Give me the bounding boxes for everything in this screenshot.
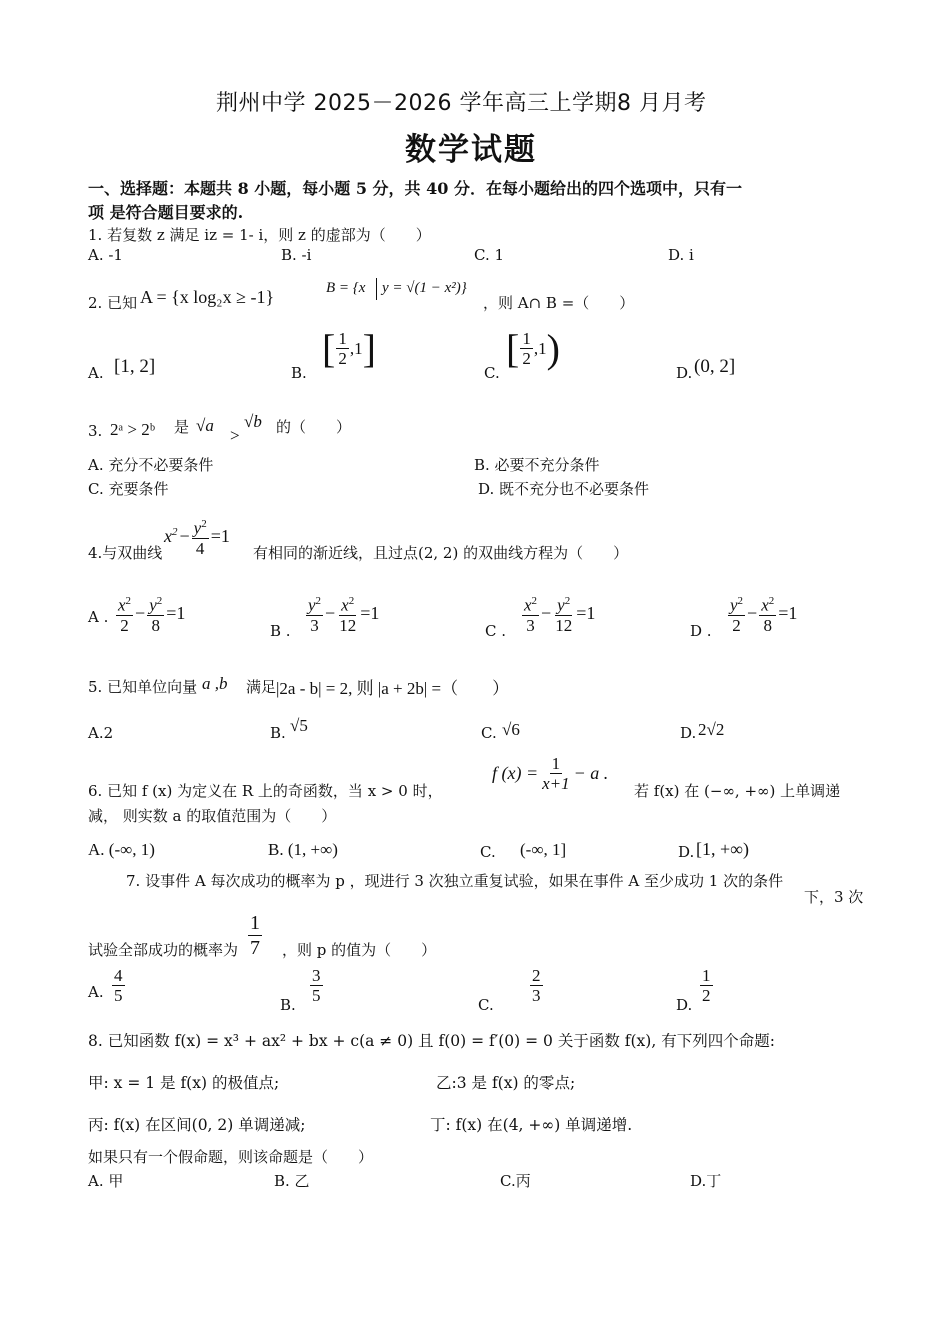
right-paren-icon: ): [546, 325, 560, 371]
q2-option-b-value: [ $\frac{1}{2}$ ,1 ]: [322, 325, 376, 371]
q8-question: 如果只有一个假命题，则该命题是（ ）: [88, 1148, 374, 1166]
q8-proposition-yi: 乙:3 是 f(x) 的零点;: [436, 1074, 576, 1092]
q2-set-b-right: y = √(1 − x²)}: [382, 280, 467, 296]
q3-option-b: B. 必要不充分条件: [474, 456, 600, 474]
q3-suffix: 的（ ）: [276, 418, 352, 436]
section-heading-line1: 一、选择题：本题共 8 小题，每小题 5 分，共 40 分．在每小题给出的四个选项中，只有一: [88, 179, 742, 198]
q8-option-c: C.丙: [500, 1172, 531, 1190]
q5-option-b-label: B.: [270, 724, 286, 742]
q7-stem-a: 7. 设事件 A 每次成功的概率为 p ，现进行 3 次独立重复试验，如果在事件 A 至少成功 1 次的条件: [126, 872, 784, 890]
q6-option-c-label: C.: [480, 843, 496, 861]
q2-option-b-label: B.: [291, 364, 307, 382]
q5-option-d-label: D.: [680, 724, 697, 742]
q3-prefix: 3.: [88, 422, 103, 440]
q8-option-b: B. 乙: [274, 1172, 310, 1190]
q5-stem-b: 满足: [246, 678, 277, 696]
q5-option-b-value: √5: [290, 716, 308, 735]
q8-proposition-jia: 甲: x = 1 是 f(x) 的极值点;: [88, 1074, 280, 1092]
q2-set-a: A = {x log₂x ≥ -1}: [140, 287, 275, 307]
q3-condition-1: 2ᵃ > 2ᵇ: [110, 420, 155, 439]
q5-option-a: A.2: [88, 724, 114, 742]
left-bracket-icon: [: [506, 325, 520, 371]
q7-option-c-value: $\frac{2}{3}$: [532, 966, 541, 1005]
q4-option-c-equation: $\frac{x^2}{3}$ − $\frac{y^2}{12}$ =1: [522, 592, 595, 635]
q7-option-d-value: $\frac{1}{2}$: [702, 966, 711, 1005]
q1-option-c: C. 1: [474, 246, 505, 264]
q5-option-c-label: C.: [481, 724, 497, 742]
q7-stem-c: 试验全部成功的概率为: [88, 941, 239, 959]
q3-greater-than: >: [230, 426, 240, 445]
q7-option-b-value: $\frac{3}{5}$: [312, 966, 321, 1005]
q8-proposition-ding: 丁: f(x) 在(4, +∞) 单调递增.: [430, 1116, 633, 1134]
q6-function: f (x) = $\frac{1}{x+1}$ − a .: [492, 754, 609, 793]
q2-option-a-value: [1, 2]: [114, 356, 156, 377]
q7-option-a-value: $\frac{4}{5}$: [114, 966, 123, 1005]
q7-option-d-label: D.: [676, 996, 693, 1014]
q7-stem-b: 下，3 次: [804, 888, 864, 906]
q7-stem-d: ，则 p 的值为（ ）: [282, 941, 437, 959]
q7-option-b-label: B.: [280, 996, 296, 1014]
exam-header-title: 荆州中学 2025－2026 学年高三上学期8 月月考: [216, 91, 707, 116]
q8-option-a: A. 甲: [88, 1172, 124, 1190]
q2-set-b-left: B = {x: [326, 280, 366, 296]
q3-mid: 是: [174, 418, 190, 436]
q2-option-d-label: D.: [676, 364, 693, 382]
q6-stem-a: 6. 已知 f (x) 为定义在 R 上的奇函数，当 x > 0 时，: [88, 782, 443, 800]
q6-stem-c: 减， 则实数 a 的取值范围为（ ）: [88, 807, 337, 825]
q2-option-a-label: A.: [88, 364, 104, 382]
q7-probability-fraction: $\frac{1}{7}$: [250, 912, 260, 959]
exam-subject-title: 数学试题: [405, 132, 537, 168]
q2-suffix: ，则 A∩ B =（ ）: [483, 294, 635, 312]
q4-option-b-label: B .: [270, 622, 291, 640]
q3-option-a: A. 充分不必要条件: [88, 456, 214, 474]
q4-prefix: 4.与双曲线: [88, 544, 163, 562]
q2-option-c-value: [ $\frac{1}{2}$ ,1 ): [506, 325, 560, 371]
q7-option-c-label: C.: [478, 996, 494, 1014]
q4-option-a-label: A .: [88, 608, 109, 626]
q6-option-b: B. (1, +∞): [268, 840, 338, 859]
q4-hyperbola: $x^2$ − $\frac{y^2}{4}$ =1: [164, 515, 230, 558]
q2-set-b-bar: [376, 278, 377, 300]
q4-option-d-label: D .: [690, 622, 712, 640]
q2-prefix: 2. 已知: [88, 294, 138, 312]
section-heading-line2: 项 是符合题目要求的.: [88, 203, 244, 222]
q5-vectors: a ,b: [202, 674, 228, 693]
right-bracket-icon: ]: [362, 325, 376, 371]
q6-option-d-value: [1, +∞): [696, 839, 749, 859]
q2-option-d-value: (0, 2]: [694, 356, 736, 377]
q4-option-d-equation: $\frac{y^2}{2}$ − $\frac{x^2}{8}$ =1: [728, 592, 797, 635]
q6-option-c-value: (-∞, 1]: [520, 840, 567, 859]
q1-stem: 1. 若复数 z 满足 iz = 1- i，则 z 的虚部为（ ）: [88, 226, 431, 244]
q4-suffix: 有相同的渐近线，且过点(2, 2) 的双曲线方程为（ ）: [253, 544, 629, 562]
q1-option-b: B. -i: [281, 246, 312, 264]
q8-stem: 8. 已知函数 f(x) = x³ + ax² + bx + c(a ≠ 0) 且 f(0) = f′(0) = 0 关于函数 f(x), 有下列四个命题:: [88, 1032, 775, 1050]
q5-condition: |2a - b| = 2, 则 |a + 2b| =（ ）: [276, 679, 510, 698]
q5-option-c-value: √6: [502, 720, 520, 739]
q3-condition-2b: √b: [244, 412, 262, 431]
q4-option-a-equation: $\frac{x^2}{2}$ − $\frac{y^2}{8}$ =1: [116, 592, 185, 635]
q2-option-c-label: C.: [484, 364, 500, 382]
q3-option-d: D. 既不充分也不必要条件: [478, 480, 650, 498]
q8-proposition-bing: 丙: f(x) 在区间(0, 2) 单调递减;: [88, 1116, 306, 1134]
q1-option-d: D. i: [668, 246, 694, 264]
q7-option-a-label: A.: [88, 983, 104, 1001]
q3-condition-2a: √a: [196, 416, 214, 435]
q6-option-a: A. (-∞, 1): [88, 840, 155, 859]
left-bracket-icon: [: [322, 325, 336, 371]
q6-stem-b: 若 f(x) 在 (−∞, +∞) 上单调递: [634, 782, 841, 800]
q4-option-b-equation: $\frac{y^2}{3}$ − $\frac{x^2}{12}$ =1: [306, 592, 379, 635]
q6-option-d-label: D.: [678, 843, 695, 861]
q3-option-c: C. 充要条件: [88, 480, 169, 498]
q5-option-d-value: 2√2: [698, 720, 725, 739]
q1-option-a: A. -1: [88, 246, 123, 264]
q5-stem-a: 5. 已知单位向量: [88, 678, 198, 696]
q8-option-d: D.丁: [690, 1172, 722, 1190]
q4-option-c-label: C .: [485, 622, 507, 640]
